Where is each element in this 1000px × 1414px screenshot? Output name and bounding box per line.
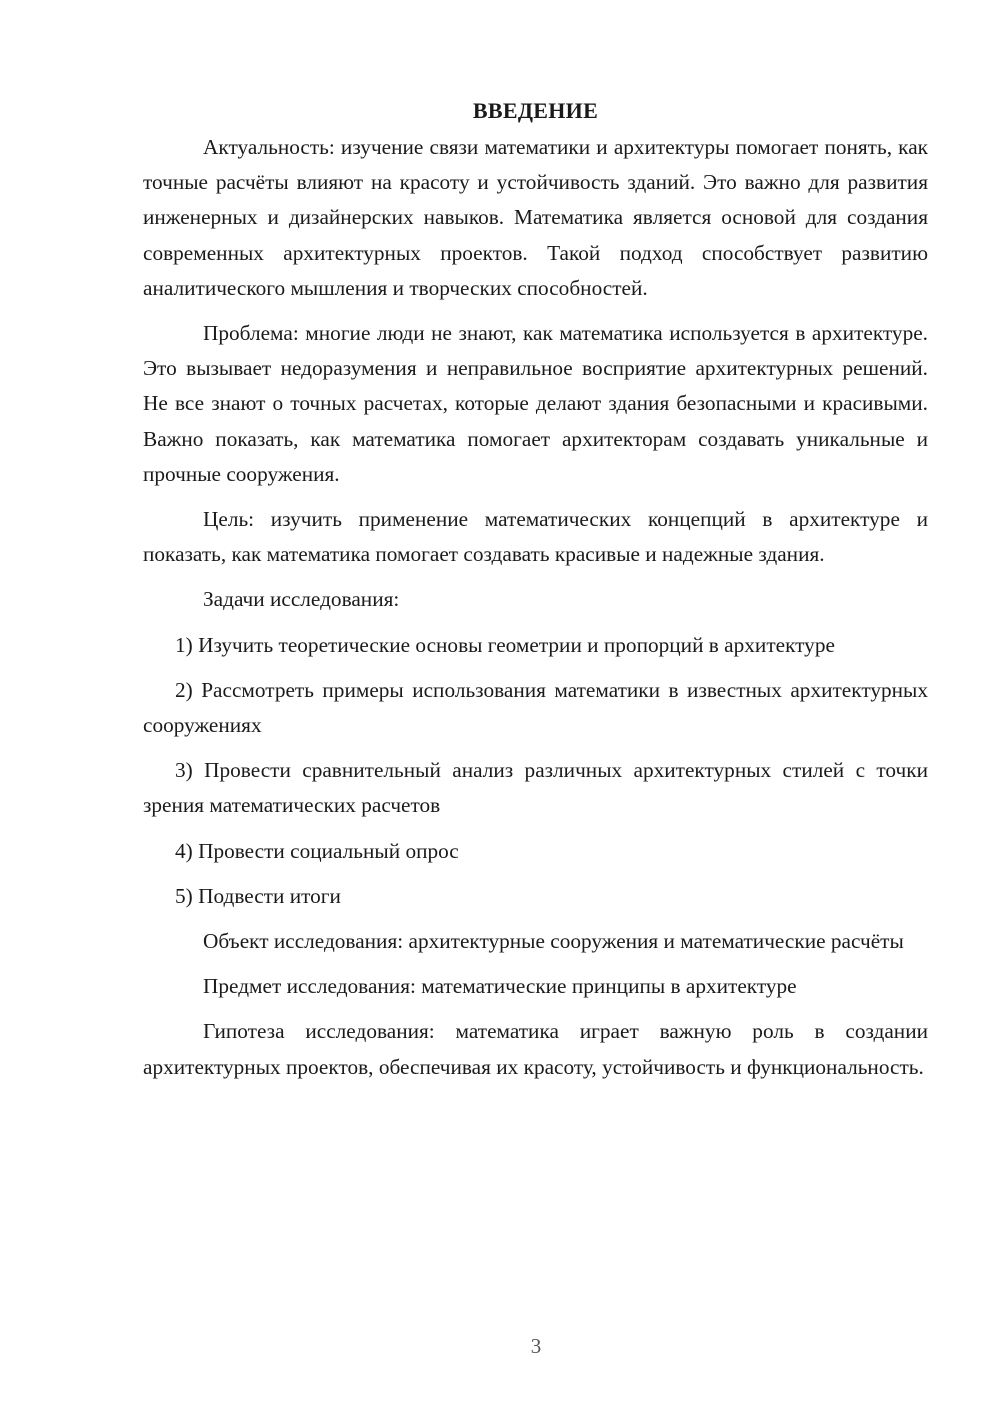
document-page: [143, 95, 928, 1095]
task-item-5: 5) Подвести итоги: [175, 883, 341, 908]
paragraph-goal: Цель: изучить применение математических концепций в архитектуре и показать, как математика помогает создавать красивые и надежные здания.: [143, 507, 928, 567]
tasks-heading: Задачи исследования:: [203, 587, 400, 612]
paragraph-relevance: Актуальность: изучение связи математики и архитектуры помогает понять, как точные расчёты влияют на красоту и устойчивость зданий. Это важно для развития инженерных и дизайнерских навыков. Математика является основой для создания современных архитектурных проектов. Такой подход способствует развитию аналитического мышления и творческих способностей.: [143, 135, 928, 300]
task-item-3: 3) Провести сравнительный анализ различных архитектурных стилей с точки зрения математических расчетов: [143, 758, 928, 818]
section-title: ВВЕДЕНИЕ: [472, 98, 599, 123]
task-item-2: 2) Рассмотреть примеры использования математики в известных архитектурных сооружениях: [143, 677, 928, 738]
task-item-4: 4) Провести социальный опрос: [175, 838, 459, 863]
paragraph-hypothesis: Гипотеза исследования: математика играет важную роль в создании архитектурных проектов, обеспечивая их красоту, устойчивость и функциональность.: [143, 1019, 928, 1079]
task-item-1: 1) Изучить теоретические основы геометрии и пропорций в архитектуре: [175, 632, 835, 657]
paragraph-subject: Предмет исследования: математические принципы в архитектуре: [203, 974, 797, 999]
paragraph-object: Объект исследования: архитектурные сооружения и математические расчёты: [203, 929, 904, 954]
page-number: 3: [530, 1334, 542, 1358]
paragraph-problem: Проблема: многие люди не знают, как математика используется в архитектуре. Это вызывает недоразумения и неправильное восприятие архитектурных решений. Не все знают о точных расчетах, которые делают здания безопасными и красивыми. Важно показать, как математика помогает архитекторам создавать уникальные и прочные сооружения.: [143, 321, 928, 486]
